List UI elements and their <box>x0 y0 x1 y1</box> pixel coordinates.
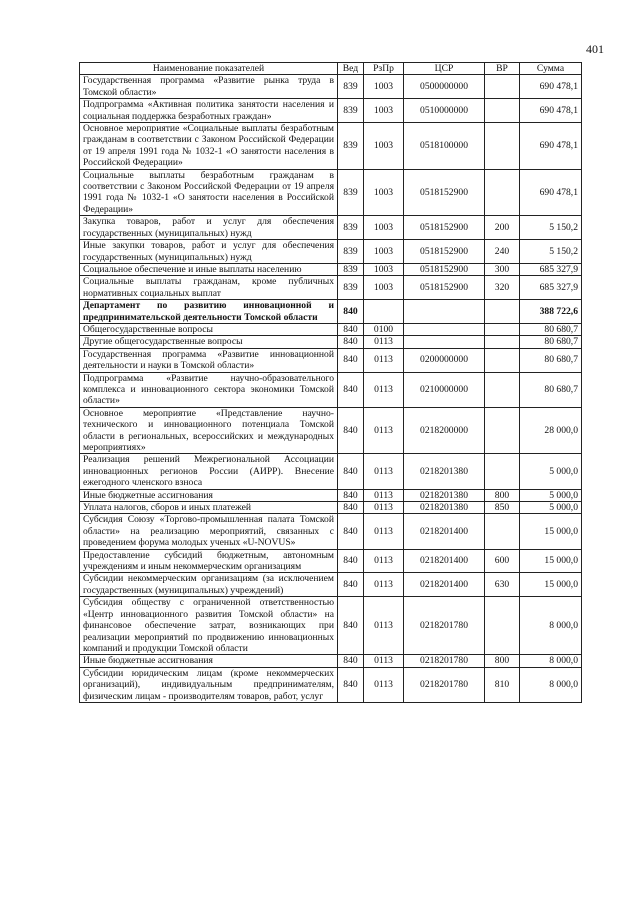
cell-vr: 810 <box>485 667 520 702</box>
cell-ved: 839 <box>338 216 364 240</box>
cell-sum: 80 680,7 <box>520 348 582 372</box>
cell-name: Социальные выплаты безработным гражданам в соответствии с Законом Российской Федерации от 19 апреля 1991 года № 1032-1 «О занятости населения в Российской Федерации» <box>80 169 338 216</box>
cell-rzpr: 0113 <box>364 514 404 549</box>
cell-ved: 840 <box>338 549 364 573</box>
cell-csr: 0518152900 <box>404 169 485 216</box>
header-name: Наименование показателей <box>80 63 338 75</box>
cell-name: Основное мероприятие «Социальные выплаты безработным гражданам в соответствии с Законом Российской Федерации от 19 апреля 1991 года № 1032-1 «О занятости населения в Российской Федерации» <box>80 123 338 170</box>
cell-vr <box>485 300 520 324</box>
cell-csr: 0218201400 <box>404 549 485 573</box>
table-row <box>80 573 582 597</box>
header-vr: ВР <box>485 63 520 75</box>
cell-name: Субсидии юридическим лицам (кроме некоммерческих организаций), индивидуальным предпринимателям, физическим лицам - производителям товаров, работ, услуг <box>80 667 338 702</box>
table-row <box>80 597 582 655</box>
cell-csr: 0200000000 <box>404 348 485 372</box>
cell-sum: 5 000,0 <box>520 489 582 501</box>
cell-sum: 5 000,0 <box>520 502 582 514</box>
cell-csr: 0518152900 <box>404 216 485 240</box>
cell-csr <box>404 336 485 348</box>
cell-ved: 840 <box>338 502 364 514</box>
cell-sum: 690 478,1 <box>520 99 582 123</box>
cell-rzpr: 1003 <box>364 169 404 216</box>
cell-vr: 850 <box>485 502 520 514</box>
table-row <box>80 372 582 407</box>
cell-name: Социальные выплаты гражданам, кроме публичных нормативных социальных выплат <box>80 276 338 300</box>
cell-sum: 690 478,1 <box>520 123 582 170</box>
cell-vr <box>485 454 520 489</box>
table-row <box>80 169 582 216</box>
cell-name: Уплата налогов, сборов и иных платежей <box>80 502 338 514</box>
cell-name: Подпрограмма «Активная политика занятости населения и социальная поддержка безработных граждан» <box>80 99 338 123</box>
cell-ved: 840 <box>338 372 364 407</box>
cell-ved: 840 <box>338 454 364 489</box>
cell-vr <box>485 75 520 99</box>
table-row <box>80 514 582 549</box>
cell-rzpr: 1003 <box>364 123 404 170</box>
cell-ved: 839 <box>338 99 364 123</box>
cell-name: Государственная программа «Развитие инновационной деятельности и науки в Томской области» <box>80 348 338 372</box>
cell-ved: 840 <box>338 667 364 702</box>
cell-sum: 8 000,0 <box>520 597 582 655</box>
cell-sum: 690 478,1 <box>520 169 582 216</box>
cell-vr: 300 <box>485 263 520 275</box>
cell-rzpr: 1003 <box>364 240 404 264</box>
cell-name: Социальное обеспечение и иные выплаты населению <box>80 263 338 275</box>
cell-sum: 15 000,0 <box>520 573 582 597</box>
cell-sum: 5 150,2 <box>520 216 582 240</box>
table-row <box>80 323 582 335</box>
cell-rzpr: 0113 <box>364 655 404 667</box>
header-csr: ЦСР <box>404 63 485 75</box>
cell-rzpr: 0113 <box>364 549 404 573</box>
cell-ved: 839 <box>338 169 364 216</box>
cell-sum: 8 000,0 <box>520 667 582 702</box>
cell-rzpr: 0113 <box>364 489 404 501</box>
cell-ved: 840 <box>338 573 364 597</box>
cell-csr: 0518152900 <box>404 276 485 300</box>
table-row <box>80 667 582 702</box>
cell-sum: 388 722,6 <box>520 300 582 324</box>
cell-sum: 5 000,0 <box>520 454 582 489</box>
cell-csr: 0518100000 <box>404 123 485 170</box>
page-number: 401 <box>586 42 604 56</box>
cell-ved: 840 <box>338 300 364 324</box>
table-row <box>80 549 582 573</box>
cell-csr: 0518152900 <box>404 240 485 264</box>
cell-rzpr: 1003 <box>364 276 404 300</box>
cell-sum: 685 327,9 <box>520 276 582 300</box>
cell-rzpr: 0113 <box>364 336 404 348</box>
cell-csr: 0500000000 <box>404 75 485 99</box>
cell-csr: 0510000000 <box>404 99 485 123</box>
table-row <box>80 454 582 489</box>
cell-name: Иные бюджетные ассигнования <box>80 489 338 501</box>
cell-vr <box>485 372 520 407</box>
cell-name: Общегосударственные вопросы <box>80 323 338 335</box>
cell-csr: 0518152900 <box>404 263 485 275</box>
cell-sum: 80 680,7 <box>520 372 582 407</box>
cell-rzpr: 0113 <box>364 597 404 655</box>
cell-csr <box>404 323 485 335</box>
cell-name: Субсидия обществу с ограниченной ответственностью «Центр инновационного развития Томской области» на финансовое обеспечение затрат, возникающих при реализации мероприятий по продвижению инновационных компаний и продукции Томской области <box>80 597 338 655</box>
cell-vr <box>485 336 520 348</box>
cell-rzpr: 0113 <box>364 573 404 597</box>
cell-csr: 0218201400 <box>404 514 485 549</box>
cell-vr <box>485 123 520 170</box>
cell-name: Другие общегосударственные вопросы <box>80 336 338 348</box>
cell-ved: 839 <box>338 75 364 99</box>
table-row <box>80 407 582 454</box>
cell-vr: 800 <box>485 655 520 667</box>
table-header-row <box>80 63 582 75</box>
cell-vr <box>485 323 520 335</box>
cell-rzpr: 0100 <box>364 323 404 335</box>
cell-sum: 690 478,1 <box>520 75 582 99</box>
cell-vr: 630 <box>485 573 520 597</box>
cell-vr: 600 <box>485 549 520 573</box>
cell-csr: 0218201380 <box>404 502 485 514</box>
cell-vr <box>485 514 520 549</box>
cell-name: Основное мероприятие «Представление научно-технического и инновационного потенциала Томской области в региональных, всероссийских и международных мероприятиях» <box>80 407 338 454</box>
cell-sum: 5 150,2 <box>520 240 582 264</box>
cell-rzpr: 0113 <box>364 667 404 702</box>
cell-name: Государственная программа «Развитие рынка труда в Томской области» <box>80 75 338 99</box>
table-row <box>80 99 582 123</box>
cell-csr: 0218201380 <box>404 454 485 489</box>
cell-sum: 80 680,7 <box>520 323 582 335</box>
cell-rzpr <box>364 300 404 324</box>
cell-name: Иные закупки товаров, работ и услуг для обеспечения государственных (муниципальных) нужд <box>80 240 338 264</box>
cell-vr: 200 <box>485 216 520 240</box>
table-row <box>80 276 582 300</box>
cell-sum: 15 000,0 <box>520 549 582 573</box>
cell-csr: 0218201380 <box>404 489 485 501</box>
cell-vr: 240 <box>485 240 520 264</box>
cell-vr <box>485 169 520 216</box>
cell-vr <box>485 348 520 372</box>
cell-name: Департамент по развитию инновационной и предпринимательской деятельности Томской области <box>80 300 338 324</box>
cell-csr: 0218201400 <box>404 573 485 597</box>
cell-rzpr: 0113 <box>364 502 404 514</box>
table-row <box>80 263 582 275</box>
table-row <box>80 489 582 501</box>
cell-ved: 839 <box>338 276 364 300</box>
table-row <box>80 300 582 324</box>
budget-table <box>79 62 582 703</box>
cell-csr: 0218201780 <box>404 597 485 655</box>
header-ved: Вед <box>338 63 364 75</box>
cell-name: Предоставление субсидий бюджетным, автономным учреждениям и иным некоммерческим организациям <box>80 549 338 573</box>
cell-sum: 28 000,0 <box>520 407 582 454</box>
cell-ved: 840 <box>338 597 364 655</box>
cell-ved: 840 <box>338 489 364 501</box>
cell-vr <box>485 99 520 123</box>
cell-rzpr: 0113 <box>364 348 404 372</box>
table-row <box>80 216 582 240</box>
cell-name: Иные бюджетные ассигнования <box>80 655 338 667</box>
table-row <box>80 655 582 667</box>
cell-name: Закупка товаров, работ и услуг для обеспечения государственных (муниципальных) нужд <box>80 216 338 240</box>
table-row <box>80 348 582 372</box>
cell-csr: 0218200000 <box>404 407 485 454</box>
table-row <box>80 502 582 514</box>
cell-rzpr: 0113 <box>364 454 404 489</box>
cell-rzpr: 0113 <box>364 372 404 407</box>
cell-rzpr: 1003 <box>364 99 404 123</box>
cell-ved: 840 <box>338 336 364 348</box>
cell-ved: 839 <box>338 240 364 264</box>
cell-sum: 8 000,0 <box>520 655 582 667</box>
cell-name: Подпрограмма «Развитие научно-образовательного комплекса и инновационного сектора экономики Томской области» <box>80 372 338 407</box>
cell-name: Субсидии некоммерческим организациям (за исключением государственных (муниципальных) учреждений) <box>80 573 338 597</box>
cell-csr: 0218201780 <box>404 667 485 702</box>
cell-ved: 840 <box>338 655 364 667</box>
cell-name: Реализация решений Межрегиональной Ассоциации инновационных регионов России (АИРР). Внесение ежегодного членского взноса <box>80 454 338 489</box>
cell-vr: 320 <box>485 276 520 300</box>
header-rzpr: РзПр <box>364 63 404 75</box>
cell-vr: 800 <box>485 489 520 501</box>
cell-name: Субсидия Союзу «Торгово-промышленная палата Томской области» на реализацию мероприятий, связанных с проведением форума молодых ученых «U-NOVUS» <box>80 514 338 549</box>
cell-csr: 0210000000 <box>404 372 485 407</box>
cell-ved: 840 <box>338 514 364 549</box>
cell-rzpr: 1003 <box>364 75 404 99</box>
table-row <box>80 240 582 264</box>
table-row <box>80 336 582 348</box>
table-row <box>80 123 582 170</box>
header-sum: Сумма <box>520 63 582 75</box>
cell-ved: 840 <box>338 348 364 372</box>
cell-vr <box>485 407 520 454</box>
cell-vr <box>485 597 520 655</box>
cell-sum: 15 000,0 <box>520 514 582 549</box>
cell-sum: 685 327,9 <box>520 263 582 275</box>
cell-rzpr: 1003 <box>364 216 404 240</box>
cell-csr: 0218201780 <box>404 655 485 667</box>
cell-sum: 80 680,7 <box>520 336 582 348</box>
cell-csr <box>404 300 485 324</box>
cell-ved: 839 <box>338 123 364 170</box>
cell-ved: 840 <box>338 407 364 454</box>
cell-ved: 839 <box>338 263 364 275</box>
cell-rzpr: 0113 <box>364 407 404 454</box>
table-row <box>80 75 582 99</box>
cell-ved: 840 <box>338 323 364 335</box>
cell-rzpr: 1003 <box>364 263 404 275</box>
